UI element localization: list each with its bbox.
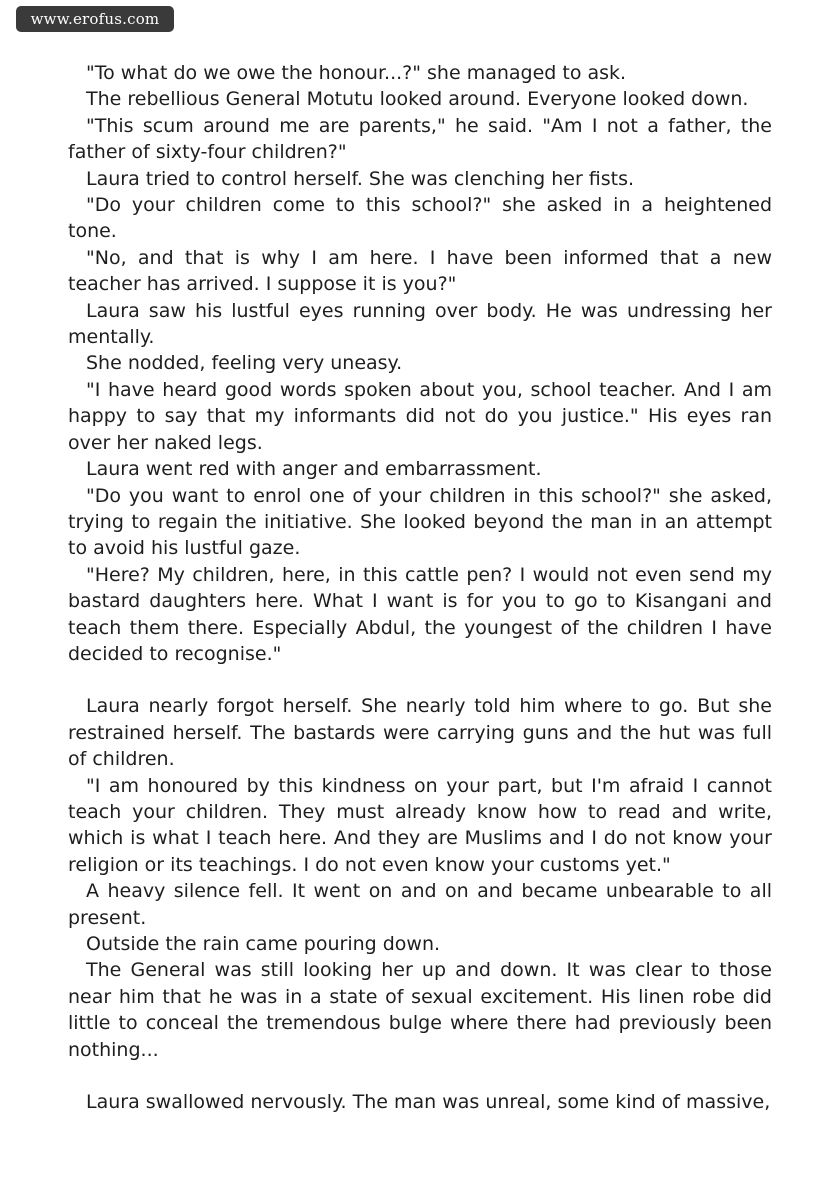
paragraph-gap [68, 1063, 772, 1089]
paragraph: "Here? My children, here, in this cattle pen? I would not even send my bastard daughters here. What I want is for you to go to Kisangani and teach them there. Especially Abdul, the youngest of the children I have decided to recognise." [68, 563, 772, 665]
paragraph: Laura swallowed nervously. The man was unreal, some kind of massive, [86, 1091, 771, 1114]
paragraph: "Do you want to enrol one of your children in this school?" she asked, trying to regain the initiative. She looked beyond the man in an attempt to avoid his lustful gaze. [68, 484, 772, 560]
paragraph: The rebellious General Motutu looked around. Everyone looked down. [86, 88, 749, 111]
site-watermark [16, 6, 174, 32]
paragraph: A heavy silence fell. It went on and on and became unbearable to all present. [68, 880, 772, 929]
paragraph: The General was still looking her up and down. It was clear to those near him that he was in a state of sexual excitement. His linen robe did little to conceal the tremendous bulge where there had previously been nothing... [68, 959, 772, 1061]
paragraph: Laura went red with anger and embarrassment. [86, 458, 542, 481]
paragraph: Laura saw his lustful eyes running over body. He was undressing her mentally. [68, 299, 772, 349]
paragraph: "This scum around me are parents," he said. "Am I not a father, the father of sixty-four children?" [68, 114, 772, 164]
watermark-text: www.erofus.com [30, 10, 160, 28]
paragraph: Outside the rain came pouring down. [86, 933, 441, 955]
paragraph: She nodded, feeling very uneasy. [86, 352, 403, 375]
page-text [68, 60, 772, 1115]
paragraph: "I am honoured by this kindness on your part, but I'm afraid I cannot teach your children. They must already know how to read and write, which is what I teach here. And they are Muslims and I do not know your religion or its teachings. I do not even know your customs yet." [68, 774, 772, 876]
paragraph: Laura nearly forgot herself. She nearly told him where to go. But she restrained herself. The bastards were carrying guns and the hut was full of children. [68, 695, 772, 771]
paragraph: "I have heard good words spoken about you, school teacher. And I am happy to say that my informants did not do you justice." His eyes ran over her naked legs. [68, 378, 772, 454]
paragraph: Laura tried to control herself. She was clenching her fists. [86, 167, 635, 190]
paragraph: "Do your children come to this school?" she asked in a heightened tone. [68, 194, 772, 243]
paragraph: "To what do we owe the honour...?" she managed to ask. [86, 62, 627, 84]
paragraph-gap [68, 667, 772, 693]
paragraph: "No, and that is why I am here. I have been informed that a new teacher has arrived. I suppose it is you?" [68, 246, 772, 296]
